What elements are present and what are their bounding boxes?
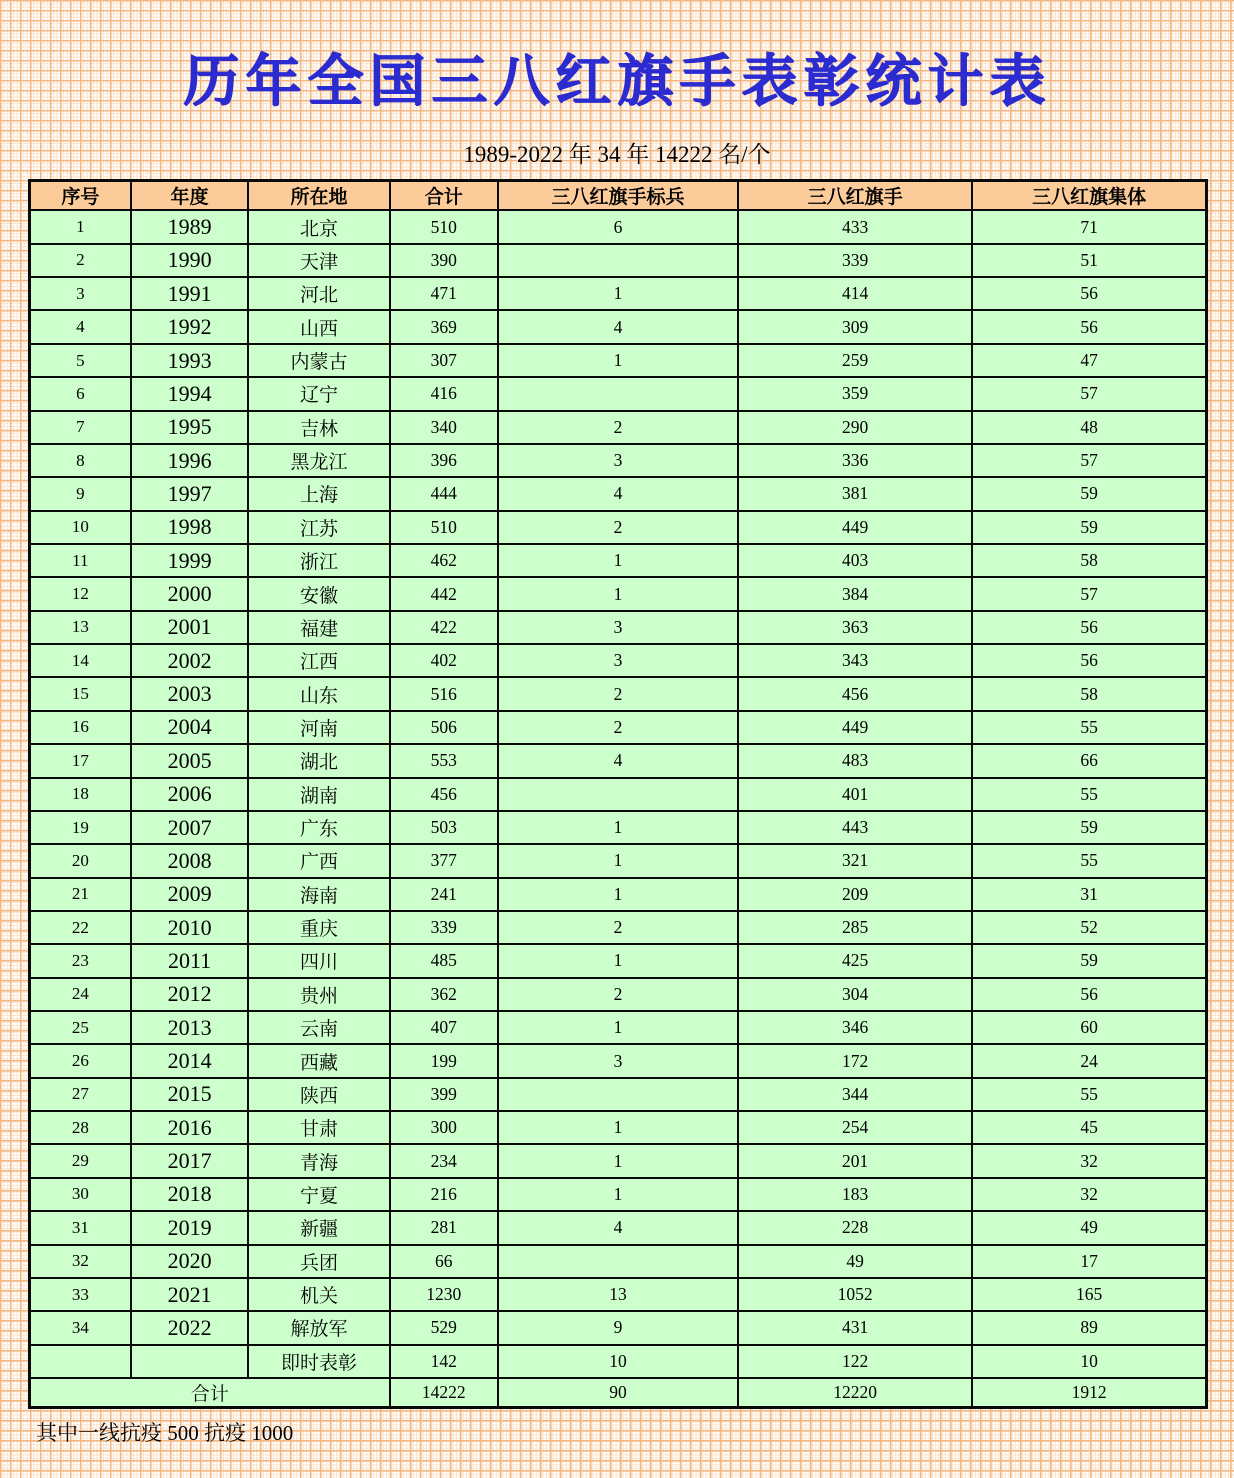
table-cell: 199 bbox=[390, 1044, 498, 1077]
table-cell: 27 bbox=[30, 1078, 131, 1111]
table-cell: 422 bbox=[390, 611, 498, 644]
table-cell: 河南 bbox=[248, 711, 389, 744]
table-cell: 安徽 bbox=[248, 577, 389, 610]
table-cell: 吉林 bbox=[248, 411, 389, 444]
footnote: 其中一线抗疫 500 抗疫 1000 bbox=[36, 1421, 294, 1446]
table-cell: 兵团 bbox=[248, 1245, 389, 1278]
table-cell: 362 bbox=[390, 978, 498, 1011]
table-cell: 1991 bbox=[131, 277, 249, 310]
table-cell: 57 bbox=[972, 444, 1206, 477]
table-cell: 1997 bbox=[131, 477, 249, 510]
table-cell: 1 bbox=[498, 277, 738, 310]
table-cell: 1 bbox=[498, 1011, 738, 1044]
table-cell: 425 bbox=[738, 944, 972, 977]
table-row bbox=[30, 444, 1207, 477]
table-cell: 57 bbox=[972, 577, 1206, 610]
table-cell: 4 bbox=[30, 310, 131, 343]
table-cell: 西藏 bbox=[248, 1044, 389, 1077]
table-cell: 3 bbox=[498, 644, 738, 677]
table-cell: 1 bbox=[498, 344, 738, 377]
table-cell: 2 bbox=[498, 411, 738, 444]
table-row bbox=[30, 1144, 1207, 1177]
table-cell: 13 bbox=[498, 1278, 738, 1311]
table-cell: 7 bbox=[30, 411, 131, 444]
table-row bbox=[30, 944, 1207, 977]
table-cell: 29 bbox=[30, 1144, 131, 1177]
table-cell: 1992 bbox=[131, 310, 249, 343]
table-cell: 71 bbox=[972, 210, 1206, 243]
table-cell: 55 bbox=[972, 711, 1206, 744]
table-cell: 1 bbox=[498, 1178, 738, 1211]
table-cell bbox=[498, 1078, 738, 1111]
table-cell: 3 bbox=[498, 444, 738, 477]
table-cell: 8 bbox=[30, 444, 131, 477]
table-cell: 3 bbox=[498, 1044, 738, 1077]
table-cell: 2010 bbox=[131, 911, 249, 944]
table-cell: 369 bbox=[390, 310, 498, 343]
table-cell: 33 bbox=[30, 1278, 131, 1311]
table-cell: 381 bbox=[738, 477, 972, 510]
header-cell-bearer: 三八红旗手 bbox=[738, 181, 972, 211]
table-cell: 9 bbox=[30, 477, 131, 510]
table-cell: 442 bbox=[390, 577, 498, 610]
table-cell: 31 bbox=[972, 878, 1206, 911]
table-cell: 201 bbox=[738, 1144, 972, 1177]
table-cell: 183 bbox=[738, 1178, 972, 1211]
table-cell: 宁夏 bbox=[248, 1178, 389, 1211]
table-cell: 1996 bbox=[131, 444, 249, 477]
table-cell: 28 bbox=[30, 1111, 131, 1144]
table-cell: 384 bbox=[738, 577, 972, 610]
table-cell: 陕西 bbox=[248, 1078, 389, 1111]
table-cell: 3 bbox=[30, 277, 131, 310]
table-row bbox=[30, 1311, 1207, 1344]
table-cell: 553 bbox=[390, 744, 498, 777]
table-cell: 1 bbox=[498, 878, 738, 911]
table-cell: 2020 bbox=[131, 1245, 249, 1278]
table-row bbox=[30, 1245, 1207, 1278]
table-row bbox=[30, 978, 1207, 1011]
table-cell: 内蒙古 bbox=[248, 344, 389, 377]
table-cell: 401 bbox=[738, 778, 972, 811]
table-cell: 4 bbox=[498, 477, 738, 510]
table-cell: 234 bbox=[390, 1144, 498, 1177]
table-cell: 2013 bbox=[131, 1011, 249, 1044]
table-cell: 122 bbox=[738, 1345, 972, 1379]
table-cell: 58 bbox=[972, 677, 1206, 710]
table-cell: 2 bbox=[30, 244, 131, 277]
table-cell: 56 bbox=[972, 277, 1206, 310]
table-cell: 4 bbox=[498, 1211, 738, 1244]
table-cell: 396 bbox=[390, 444, 498, 477]
table-cell: 2014 bbox=[131, 1044, 249, 1077]
table-cell: 2017 bbox=[131, 1144, 249, 1177]
table-row bbox=[30, 411, 1207, 444]
table-cell: 209 bbox=[738, 878, 972, 911]
table-cell: 34 bbox=[30, 1311, 131, 1344]
table-cell: 2003 bbox=[131, 677, 249, 710]
table-cell: 1 bbox=[498, 544, 738, 577]
table-cell: 21 bbox=[30, 878, 131, 911]
table-row bbox=[30, 878, 1207, 911]
table-cell bbox=[498, 778, 738, 811]
table-cell: 26 bbox=[30, 1044, 131, 1077]
table-row bbox=[30, 711, 1207, 744]
table-cell: 解放军 bbox=[248, 1311, 389, 1344]
table-row bbox=[30, 1078, 1207, 1111]
table-cell: 59 bbox=[972, 511, 1206, 544]
table-cell: 1993 bbox=[131, 344, 249, 377]
header-cell-collective: 三八红旗集体 bbox=[972, 181, 1206, 211]
table-cell: 503 bbox=[390, 811, 498, 844]
table-cell: 1 bbox=[498, 1144, 738, 1177]
table-cell: 339 bbox=[390, 911, 498, 944]
table-cell: 2005 bbox=[131, 744, 249, 777]
table-cell: 10 bbox=[30, 511, 131, 544]
table-cell: 462 bbox=[390, 544, 498, 577]
table-cell: 56 bbox=[972, 644, 1206, 677]
table-cell: 2022 bbox=[131, 1311, 249, 1344]
table-cell: 281 bbox=[390, 1211, 498, 1244]
table-cell: 254 bbox=[738, 1111, 972, 1144]
table-cell: 江苏 bbox=[248, 511, 389, 544]
table-cell: 510 bbox=[390, 210, 498, 243]
table-row bbox=[30, 1011, 1207, 1044]
table-row bbox=[30, 244, 1207, 277]
table-cell: 32 bbox=[972, 1144, 1206, 1177]
table-cell: 山西 bbox=[248, 310, 389, 343]
table-cell: 30 bbox=[30, 1178, 131, 1211]
table-cell: 56 bbox=[972, 978, 1206, 1011]
table-cell: 471 bbox=[390, 277, 498, 310]
table-cell: 1 bbox=[498, 811, 738, 844]
table-cell: 399 bbox=[390, 1078, 498, 1111]
table-cell: 340 bbox=[390, 411, 498, 444]
table-cell: 2006 bbox=[131, 778, 249, 811]
table-cell: 25 bbox=[30, 1011, 131, 1044]
table-cell: 443 bbox=[738, 811, 972, 844]
table-cell: 24 bbox=[972, 1044, 1206, 1077]
table-cell: 15 bbox=[30, 677, 131, 710]
table-cell: 506 bbox=[390, 711, 498, 744]
table-cell: 2004 bbox=[131, 711, 249, 744]
table-cell: 449 bbox=[738, 511, 972, 544]
table-cell: 336 bbox=[738, 444, 972, 477]
table-cell: 14 bbox=[30, 644, 131, 677]
table-cell: 2 bbox=[498, 677, 738, 710]
table-cell: 海南 bbox=[248, 878, 389, 911]
table-cell: 510 bbox=[390, 511, 498, 544]
table-cell: 2011 bbox=[131, 944, 249, 977]
table-cell: 13 bbox=[30, 611, 131, 644]
table-cell: 4 bbox=[498, 310, 738, 343]
table-cell: 18 bbox=[30, 778, 131, 811]
table-cell: 485 bbox=[390, 944, 498, 977]
table-cell: 1 bbox=[498, 944, 738, 977]
total-cell-total: 14222 bbox=[390, 1378, 498, 1408]
table-row bbox=[30, 644, 1207, 677]
table-row bbox=[30, 477, 1207, 510]
table-cell: 10 bbox=[972, 1345, 1206, 1379]
table-cell: 390 bbox=[390, 244, 498, 277]
table-cell: 贵州 bbox=[248, 978, 389, 1011]
table-cell: 湖南 bbox=[248, 778, 389, 811]
table-cell: 416 bbox=[390, 377, 498, 410]
table-row bbox=[30, 677, 1207, 710]
table-cell: 55 bbox=[972, 778, 1206, 811]
table-cell: 363 bbox=[738, 611, 972, 644]
table-cell: 山东 bbox=[248, 677, 389, 710]
header-cell-place: 所在地 bbox=[248, 181, 389, 211]
table-cell: 1 bbox=[30, 210, 131, 243]
table-cell: 407 bbox=[390, 1011, 498, 1044]
table-cell: 2002 bbox=[131, 644, 249, 677]
table-row bbox=[30, 1044, 1207, 1077]
table-row bbox=[30, 1178, 1207, 1211]
table-cell: 59 bbox=[972, 477, 1206, 510]
table-cell: 24 bbox=[30, 978, 131, 1011]
table-cell bbox=[498, 377, 738, 410]
table-cell: 444 bbox=[390, 477, 498, 510]
table-cell: 165 bbox=[972, 1278, 1206, 1311]
table-row bbox=[30, 277, 1207, 310]
table-cell: 1 bbox=[498, 844, 738, 877]
table-cell: 516 bbox=[390, 677, 498, 710]
table-cell: 1995 bbox=[131, 411, 249, 444]
table-cell: 414 bbox=[738, 277, 972, 310]
table-row bbox=[30, 1345, 1207, 1379]
stats-table bbox=[28, 179, 1208, 1409]
header-cell-pacesetter: 三八红旗手标兵 bbox=[498, 181, 738, 211]
table-cell: 300 bbox=[390, 1111, 498, 1144]
table-cell: 403 bbox=[738, 544, 972, 577]
table-cell: 2015 bbox=[131, 1078, 249, 1111]
table-row bbox=[30, 544, 1207, 577]
table-cell: 3 bbox=[498, 611, 738, 644]
table-cell: 2008 bbox=[131, 844, 249, 877]
table-cell: 辽宁 bbox=[248, 377, 389, 410]
table-cell: 449 bbox=[738, 711, 972, 744]
table-header-row bbox=[30, 181, 1207, 211]
table-cell: 2000 bbox=[131, 577, 249, 610]
table-cell: 49 bbox=[972, 1211, 1206, 1244]
table-cell: 2 bbox=[498, 711, 738, 744]
table-row bbox=[30, 1111, 1207, 1144]
table-row bbox=[30, 1211, 1207, 1244]
table-cell: 456 bbox=[390, 778, 498, 811]
table-cell: 402 bbox=[390, 644, 498, 677]
table-cell: 9 bbox=[498, 1311, 738, 1344]
table-cell: 天津 bbox=[248, 244, 389, 277]
table-cell: 56 bbox=[972, 611, 1206, 644]
table-row bbox=[30, 778, 1207, 811]
table-cell: 483 bbox=[738, 744, 972, 777]
table-cell: 59 bbox=[972, 944, 1206, 977]
table-row bbox=[30, 844, 1207, 877]
table-cell: 51 bbox=[972, 244, 1206, 277]
table-cell: 23 bbox=[30, 944, 131, 977]
table-row bbox=[30, 210, 1207, 243]
table-cell: 259 bbox=[738, 344, 972, 377]
table-cell: 529 bbox=[390, 1311, 498, 1344]
table-cell: 2009 bbox=[131, 878, 249, 911]
table-cell: 江西 bbox=[248, 644, 389, 677]
table-row bbox=[30, 377, 1207, 410]
table-cell: 343 bbox=[738, 644, 972, 677]
table-cell: 浙江 bbox=[248, 544, 389, 577]
table-cell: 344 bbox=[738, 1078, 972, 1111]
table-cell: 241 bbox=[390, 878, 498, 911]
table-cell: 2 bbox=[498, 511, 738, 544]
table-cell: 云南 bbox=[248, 1011, 389, 1044]
table-cell: 2012 bbox=[131, 978, 249, 1011]
page-subtitle: 1989-2022 年 34 年 14222 名/个 bbox=[463, 142, 771, 168]
table-cell: 19 bbox=[30, 811, 131, 844]
table-cell: 福建 bbox=[248, 611, 389, 644]
table-cell: 55 bbox=[972, 1078, 1206, 1111]
table-cell: 1989 bbox=[131, 210, 249, 243]
total-cell-bearer: 12220 bbox=[738, 1378, 972, 1408]
table-cell: 即时表彰 bbox=[248, 1345, 389, 1379]
page-title: 历年全国三八红旗手表彰统计表 bbox=[183, 51, 1051, 113]
table-cell: 377 bbox=[390, 844, 498, 877]
table-cell: 58 bbox=[972, 544, 1206, 577]
table-cell: 431 bbox=[738, 1311, 972, 1344]
table-cell: 31 bbox=[30, 1211, 131, 1244]
table-cell: 216 bbox=[390, 1178, 498, 1211]
table-cell: 346 bbox=[738, 1011, 972, 1044]
table-row bbox=[30, 611, 1207, 644]
table-cell: 49 bbox=[738, 1245, 972, 1278]
table-cell: 1230 bbox=[390, 1278, 498, 1311]
table-cell: 1 bbox=[498, 577, 738, 610]
table-cell: 2 bbox=[498, 978, 738, 1011]
table-cell: 22 bbox=[30, 911, 131, 944]
table-cell: 重庆 bbox=[248, 911, 389, 944]
table-cell: 285 bbox=[738, 911, 972, 944]
table-cell: 黑龙江 bbox=[248, 444, 389, 477]
table-cell: 59 bbox=[972, 811, 1206, 844]
table-body bbox=[30, 210, 1207, 1378]
total-label: 合计 bbox=[30, 1378, 390, 1408]
table-cell: 66 bbox=[972, 744, 1206, 777]
table-cell: 55 bbox=[972, 844, 1206, 877]
table-row bbox=[30, 744, 1207, 777]
table-cell: 17 bbox=[972, 1245, 1206, 1278]
table-row bbox=[30, 511, 1207, 544]
table-cell: 456 bbox=[738, 677, 972, 710]
table-cell: 2001 bbox=[131, 611, 249, 644]
header-cell-year: 年度 bbox=[131, 181, 249, 211]
table-cell: 89 bbox=[972, 1311, 1206, 1344]
table-cell: 2016 bbox=[131, 1111, 249, 1144]
table-cell: 机关 bbox=[248, 1278, 389, 1311]
table-cell: 1052 bbox=[738, 1278, 972, 1311]
table-cell: 48 bbox=[972, 411, 1206, 444]
total-cell-pacesetter: 90 bbox=[498, 1378, 738, 1408]
table-row bbox=[30, 577, 1207, 610]
table-cell: 青海 bbox=[248, 1144, 389, 1177]
table-row bbox=[30, 310, 1207, 343]
table-cell: 307 bbox=[390, 344, 498, 377]
table-row bbox=[30, 1278, 1207, 1311]
table-cell: 6 bbox=[30, 377, 131, 410]
table-cell: 32 bbox=[30, 1245, 131, 1278]
total-cell-collective: 1912 bbox=[972, 1378, 1206, 1408]
table-cell: 河北 bbox=[248, 277, 389, 310]
table-cell: 56 bbox=[972, 310, 1206, 343]
table-cell: 433 bbox=[738, 210, 972, 243]
table-cell: 57 bbox=[972, 377, 1206, 410]
table-cell: 142 bbox=[390, 1345, 498, 1379]
table-cell: 上海 bbox=[248, 477, 389, 510]
table-cell: 10 bbox=[498, 1345, 738, 1379]
table-cell: 47 bbox=[972, 344, 1206, 377]
table-cell: 5 bbox=[30, 344, 131, 377]
table-cell: 2007 bbox=[131, 811, 249, 844]
table-cell: 52 bbox=[972, 911, 1206, 944]
table-cell: 60 bbox=[972, 1011, 1206, 1044]
table-cell: 339 bbox=[738, 244, 972, 277]
table-cell: 228 bbox=[738, 1211, 972, 1244]
table-cell: 45 bbox=[972, 1111, 1206, 1144]
table-cell: 17 bbox=[30, 744, 131, 777]
table-row bbox=[30, 344, 1207, 377]
table-cell: 2 bbox=[498, 911, 738, 944]
table-cell: 1990 bbox=[131, 244, 249, 277]
table-cell: 359 bbox=[738, 377, 972, 410]
header-cell-total: 合计 bbox=[390, 181, 498, 211]
table-cell: 6 bbox=[498, 210, 738, 243]
table-cell: 16 bbox=[30, 711, 131, 744]
table-cell: 1994 bbox=[131, 377, 249, 410]
table-cell: 20 bbox=[30, 844, 131, 877]
table-cell: 11 bbox=[30, 544, 131, 577]
table-cell: 2021 bbox=[131, 1278, 249, 1311]
table-cell: 湖北 bbox=[248, 744, 389, 777]
table-row bbox=[30, 811, 1207, 844]
table-row bbox=[30, 911, 1207, 944]
total-row bbox=[30, 1378, 1207, 1408]
table-cell bbox=[30, 1345, 131, 1379]
table-cell: 12 bbox=[30, 577, 131, 610]
table-cell: 1998 bbox=[131, 511, 249, 544]
table-cell bbox=[131, 1345, 249, 1379]
table-cell bbox=[498, 244, 738, 277]
table-cell: 甘肃 bbox=[248, 1111, 389, 1144]
table-cell: 广东 bbox=[248, 811, 389, 844]
table-cell: 309 bbox=[738, 310, 972, 343]
table-cell: 66 bbox=[390, 1245, 498, 1278]
table-cell bbox=[498, 1245, 738, 1278]
table-cell: 4 bbox=[498, 744, 738, 777]
table-cell: 1999 bbox=[131, 544, 249, 577]
table-cell: 304 bbox=[738, 978, 972, 1011]
table-cell: 新疆 bbox=[248, 1211, 389, 1244]
table-cell: 四川 bbox=[248, 944, 389, 977]
table-cell: 广西 bbox=[248, 844, 389, 877]
table-cell: 1 bbox=[498, 1111, 738, 1144]
table-cell: 2018 bbox=[131, 1178, 249, 1211]
table-cell: 321 bbox=[738, 844, 972, 877]
table-cell: 2019 bbox=[131, 1211, 249, 1244]
table-cell: 北京 bbox=[248, 210, 389, 243]
header-cell-index: 序号 bbox=[30, 181, 131, 211]
table-cell: 290 bbox=[738, 411, 972, 444]
table-cell: 32 bbox=[972, 1178, 1206, 1211]
table-cell: 172 bbox=[738, 1044, 972, 1077]
